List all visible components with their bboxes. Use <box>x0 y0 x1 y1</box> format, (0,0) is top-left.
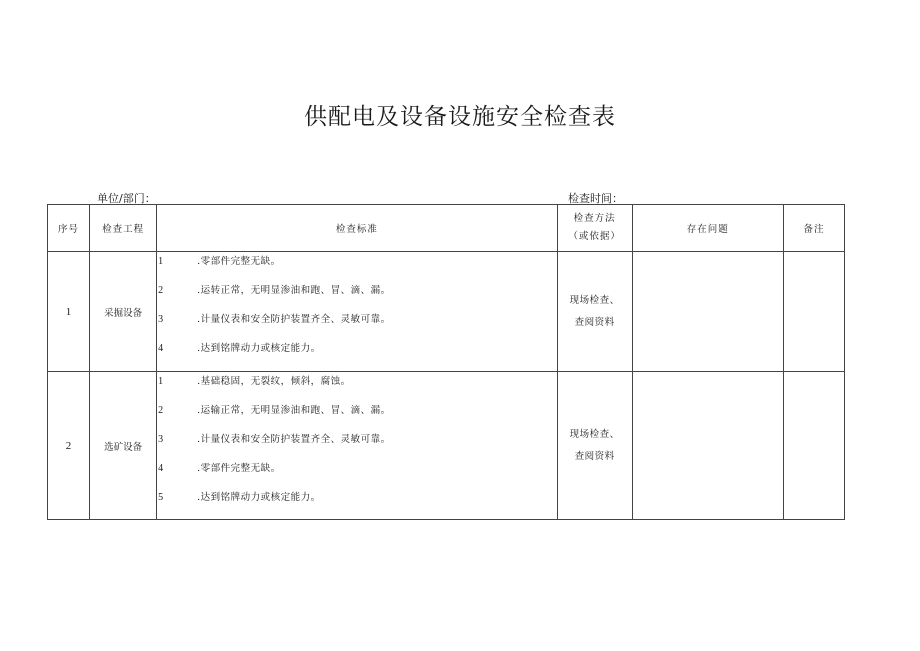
header-method <box>557 205 632 252</box>
standard-text: .零部件完整无缺。 <box>197 463 281 474</box>
row-note <box>783 372 844 520</box>
header-no: 序号 <box>48 205 90 252</box>
method-line1: 现场检查、 <box>569 294 620 306</box>
standard-text: .运转正常，无明显渗油和跑、冒、滴、漏。 <box>197 285 391 296</box>
row-note <box>783 252 844 372</box>
standard-text: .运输正常，无明显渗油和跑、冒、滴、漏。 <box>197 405 391 416</box>
header-issue: 存在问题 <box>632 205 783 252</box>
standard-line <box>157 459 557 488</box>
standard-line <box>157 310 557 339</box>
inspection-table <box>47 204 845 520</box>
standard-text: .基础稳固，无裂纹，倾斜，腐蚀。 <box>197 376 351 387</box>
header-method-line1: 检查方法 <box>573 213 616 224</box>
standard-line <box>157 488 557 517</box>
standard-number: 3 <box>158 434 164 445</box>
row-standards <box>157 252 558 372</box>
row-issue <box>632 372 783 520</box>
table-header-row <box>48 205 845 252</box>
standard-number: 4 <box>158 463 164 474</box>
table-row <box>48 372 845 520</box>
standard-text: .计量仪表和安全防护装置齐全、灵敏可靠。 <box>197 434 391 445</box>
standard-number: 3 <box>158 314 164 325</box>
table-row <box>48 252 845 372</box>
row-no: 1 <box>48 252 90 372</box>
row-method <box>557 252 632 372</box>
standard-line <box>157 281 557 310</box>
method-line1: 现场检查、 <box>569 428 620 440</box>
header-standard: 检查标准 <box>157 205 558 252</box>
row-no: 2 <box>48 372 90 520</box>
method-line2: 查阅资料 <box>574 450 615 462</box>
header-item: 检查工程 <box>90 205 157 252</box>
standard-text: .达到铭牌动力或核定能力。 <box>197 343 321 354</box>
standard-text: .达到铭牌动力或核定能力。 <box>197 492 321 503</box>
inspection-time-label: 检查时间： <box>568 192 623 205</box>
standard-line <box>157 430 557 459</box>
standard-text: .零部件完整无缺。 <box>197 256 281 267</box>
header-method-line2: （或依据） <box>568 231 621 242</box>
standard-line <box>157 339 557 368</box>
row-item: 采掘设备 <box>90 252 157 372</box>
standard-line <box>157 252 557 281</box>
header-note: 备注 <box>783 205 844 252</box>
standard-number: 1 <box>158 256 164 267</box>
standard-number: 5 <box>158 492 164 503</box>
page-title: 供配电及设备设施安全检查表 <box>304 104 616 130</box>
standard-line <box>157 401 557 430</box>
row-issue <box>632 252 783 372</box>
standard-number: 2 <box>158 285 164 296</box>
standard-number: 2 <box>158 405 164 416</box>
row-item: 选矿设备 <box>90 372 157 520</box>
standard-line <box>157 372 557 401</box>
row-method <box>557 372 632 520</box>
row-standards <box>157 372 558 520</box>
standard-number: 1 <box>158 376 164 387</box>
standard-number: 4 <box>158 343 164 354</box>
unit-label: 单位/部门： <box>97 192 156 205</box>
standard-text: .计量仪表和安全防护装置齐全、灵敏可靠。 <box>197 314 391 325</box>
method-line2: 查阅资料 <box>574 316 615 328</box>
